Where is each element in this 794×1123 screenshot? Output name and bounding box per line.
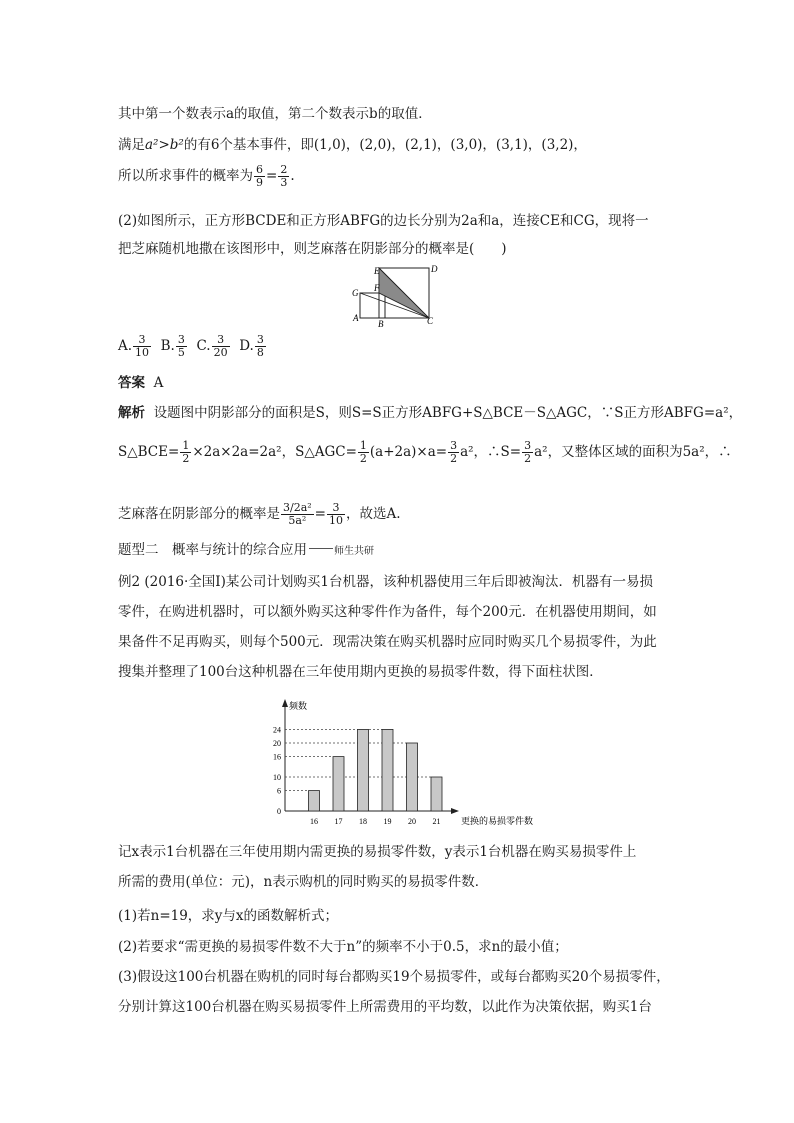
x-axis-label: 更换的易损零件数: [461, 816, 534, 826]
y-axis-arrow: [282, 699, 288, 707]
fraction-numerator: 3: [524, 439, 532, 452]
y-axis-label: 频数: [289, 701, 308, 711]
label-a: A: [353, 313, 359, 323]
fraction-numerator: 3: [256, 333, 264, 346]
condition-expression: a²>b²: [145, 137, 184, 153]
sentence-values: 其中第一个数表示a的取值，第二个数表示b的取值．: [118, 106, 432, 122]
fraction-half: [358, 440, 369, 465]
text-events: 的有6个基本事件，即(1,0)，(2,0)，(2,1)，(3,0)，(3,1)，(3,2)，: [183, 137, 587, 153]
example-2-line-4: [118, 662, 603, 682]
example-text: 果备件不足再购买，则每个500元．现需决策在购买机器时应同时购买几个易损零件，为此: [118, 634, 657, 650]
analysis-text: ，故选A.: [345, 506, 401, 522]
example-text: 零件，在购进机器时，可以额外购买这种零件作为备件，每个200元．在机器使用期间，如: [118, 604, 657, 620]
example-2-line-1: [118, 572, 653, 592]
option-letter: D.: [239, 338, 254, 354]
bar-16: [309, 791, 320, 811]
fraction-numerator: 3: [177, 333, 185, 346]
question-text: (3)假设这100台机器在购机的同时每台都购买19个易损零件，或每台都购买20个易损零件，: [118, 969, 670, 985]
fraction-numerator: 3: [450, 439, 458, 452]
fraction-denominator: 3: [280, 176, 288, 189]
arrow-line: [309, 548, 333, 549]
analysis-line-2: [118, 436, 732, 468]
square-abfg: [360, 293, 385, 318]
bar-chart: [255, 695, 545, 830]
bar-21: [431, 777, 442, 811]
question-text: (2)若要求“需更换的易损零件数不大于n”的频率不小于0.5，求n的最小值；: [118, 939, 568, 955]
fraction-numerator: 3/2a²: [283, 501, 312, 514]
question-2-line-1: [118, 211, 649, 231]
analysis-text: ×2a×2a=2a²，S△AGC=: [192, 444, 357, 460]
y-tick-label: 16: [273, 752, 281, 762]
option-c: [196, 333, 230, 359]
y-tick-label: 20: [273, 739, 281, 748]
section-heading: [118, 540, 374, 562]
option-fraction: [133, 334, 151, 359]
fraction-denominator: 2: [182, 452, 190, 465]
question-text: 记x表示1台机器在三年使用期内需更换的易损零件数，y表示1台机器在购买易损零件上: [118, 844, 637, 860]
fraction-numerator: 1: [359, 439, 367, 452]
bar-18: [358, 729, 369, 811]
bar-20: [407, 743, 418, 811]
option-letter: A.: [118, 338, 133, 354]
example-text: 例2 (2016·全国Ⅰ)某公司计划购买1台机器，该种机器使用三年后即被淘汰．机器有一易损: [118, 574, 653, 590]
question-text: 分别计算这100台机器在购买易损零件上所需费用的平均数，以此作为决策依据，购买1台: [118, 999, 652, 1015]
label-d: D: [431, 264, 438, 274]
analysis-text: a²，∴S=: [460, 444, 522, 460]
x-tick-label: 18: [359, 817, 367, 826]
text-line-3: [118, 160, 295, 192]
option-letter: B.: [160, 338, 175, 354]
fraction-denominator: 2: [359, 452, 367, 465]
answer-line: [118, 373, 163, 393]
fraction-numerator: 6: [256, 163, 263, 176]
example-text: 搜集并整理了100台这种机器在三年使用期内更换的易损零件数，得下面柱状图．: [118, 664, 603, 680]
fraction-denominator: 5a²: [288, 514, 307, 527]
fraction-denominator: 10: [135, 346, 150, 359]
fraction-three-halves: [448, 440, 459, 465]
question-text: (1)若n=19，求y与x的函数解析式；: [118, 908, 339, 924]
analysis-text: a²，又整体区域的面积为5a²，∴: [534, 444, 732, 460]
origin-label: 0: [277, 807, 281, 816]
option-fraction: [176, 334, 187, 359]
label-f: F: [374, 283, 380, 293]
fraction-denominator: 2: [450, 452, 458, 465]
bar-17: [333, 757, 344, 811]
analysis-label: 解析: [118, 405, 145, 421]
answer-label: 答案: [118, 375, 145, 391]
label-b: B: [378, 319, 384, 328]
period: .: [290, 168, 295, 184]
fraction-denominator: 5: [177, 346, 185, 359]
analysis-line-1: [118, 403, 742, 423]
fraction-denominator: 10: [328, 514, 343, 527]
text-line-1: [118, 104, 432, 124]
question-item-2: [118, 937, 568, 957]
option-b: [160, 333, 188, 359]
equals-sign: =: [266, 168, 278, 184]
section-tag: 师生共研: [334, 546, 374, 557]
question-item-1: [118, 906, 338, 926]
analysis-text: 芝麻落在阴影部分的概率是: [118, 506, 280, 522]
geometry-figure: [345, 262, 445, 328]
fraction-numerator: 3: [212, 334, 230, 347]
bar-19: [382, 729, 393, 811]
question-item-3-line-1: [118, 967, 670, 987]
x-tick-label: 16: [310, 817, 318, 826]
fraction-numerator: 1: [182, 439, 190, 452]
answer-value: A: [153, 375, 164, 391]
y-tick-label: 10: [273, 773, 281, 782]
x-axis-arrow: [451, 808, 459, 814]
y-tick-label: 24: [273, 725, 281, 735]
fraction-denominator: 20: [213, 346, 228, 359]
question-line-1: [118, 842, 636, 862]
example-2-line-2: [118, 602, 657, 622]
example-2-line-3: [118, 632, 657, 652]
fraction-half: [180, 440, 191, 465]
question-text: 所需的费用(单位：元)，n表示购机的同时购买的易损零件数．: [118, 874, 489, 890]
question-text: 把芝麻随机地撒在该图形中，则芝麻落在阴影部分的概率是( ): [118, 241, 507, 257]
option-fraction: [255, 334, 266, 359]
probability-prefix: 所以所求事件的概率为: [118, 168, 253, 184]
text-line-2: [118, 135, 587, 155]
option-a: [118, 333, 152, 359]
analysis-text: 设题图中阴影部分的面积是S，则S=S正方形ABFG+S△BCE－S△AGC，∵S正方形ABFG=a²，: [153, 405, 743, 421]
analysis-line-3: [118, 488, 401, 540]
y-tick-label: 6: [277, 786, 281, 796]
fraction-denominator: 2: [524, 452, 532, 465]
question-2-line-2: [118, 239, 507, 259]
question-text: (2)如图所示，正方形BCDE和正方形ABFG的边长分别为2a和a，连接CE和CG，现将一: [118, 213, 649, 229]
label-g: G: [352, 288, 359, 298]
fraction-numerator: 2: [280, 163, 288, 176]
option-d: [239, 333, 267, 359]
fraction-denominator: 9: [256, 176, 263, 189]
option-letter: C.: [196, 338, 211, 354]
x-tick-label: 19: [383, 817, 392, 826]
fraction-numerator: 3: [133, 334, 151, 347]
label-e: E: [374, 266, 380, 276]
question-line-2: [118, 872, 488, 892]
x-tick-label: 17: [334, 817, 343, 826]
fraction-three-halves: [522, 440, 533, 465]
text-prefix: 满足: [118, 137, 145, 153]
fraction-numerator: 3: [327, 502, 345, 515]
answer-options: [118, 330, 267, 362]
fraction-three-tenths: [327, 502, 345, 527]
fraction-two-thirds: [278, 164, 289, 189]
section-title: 题型二 概率与统计的综合应用: [118, 542, 307, 558]
fraction-denominator: 8: [256, 346, 264, 359]
compound-fraction: [281, 502, 314, 527]
option-fraction: [212, 334, 230, 359]
x-tick-label: 20: [408, 817, 416, 826]
fraction-six-ninths: [254, 164, 265, 189]
question-item-3-line-2: [118, 997, 652, 1017]
equals-sign: =: [314, 506, 326, 522]
analysis-text: S△BCE=: [118, 444, 180, 460]
analysis-text: (a+2a)×a=: [369, 444, 448, 460]
label-c: C: [427, 316, 434, 326]
x-tick-label: 21: [432, 817, 441, 826]
